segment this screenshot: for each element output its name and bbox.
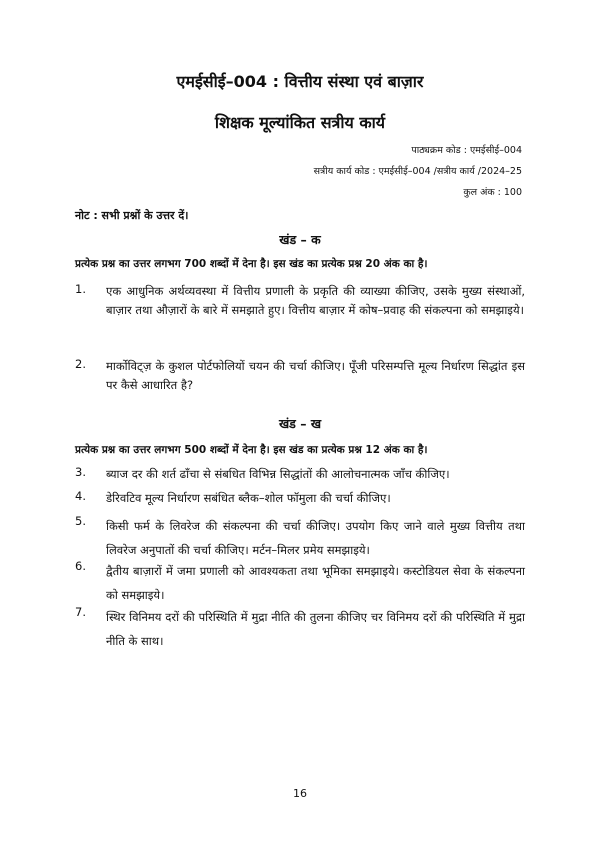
question-number: 7.	[75, 605, 86, 619]
question-1	[75, 282, 525, 320]
document-subtitle: शिक्षक मूल्यांकित सत्रीय कार्य	[214, 113, 386, 132]
total-marks: कुल अंक : 100	[463, 187, 522, 198]
question-number: 6.	[75, 559, 86, 573]
question-text: किसी फर्म के लिवरेज की संकल्पना की चर्चा कीजिए। उपयोग किए जाने वाले मुख्य वित्तीय तथा लिवरेज अनुपातों की चर्चा कीजिए। मर्टन–मिलर प्रमेय समझाइये।	[106, 519, 525, 557]
question-6	[75, 559, 525, 607]
question-number: 2.	[75, 357, 86, 371]
question-number: 4.	[75, 489, 86, 503]
question-text: एक आधुनिक अर्थव्यवस्था में वित्तीय प्रणाली के प्रकृति की व्याख्या कीजिए, उसके मुख्य संस्थाओं, बाज़ार तथा औज़ारों के बारे में समझाते हुए। वित्तीय बाज़ार में कोष–प्रवाह की संकल्पना को समझाइये।	[106, 284, 525, 317]
question-number: 5.	[75, 514, 86, 528]
question-number: 1.	[75, 282, 86, 296]
question-7	[75, 605, 525, 653]
section-b-instruction: प्रत्येक प्रश्न का उत्तर लगभग 500 शब्दों में देना है। इस खंड का प्रत्येक प्रश्न 12 अंक का है।	[75, 444, 428, 456]
assignment-code: सत्रीय कार्य कोड : एमईसीई–004 /सत्रीय कार्य /2024–25	[313, 166, 522, 177]
question-3	[75, 465, 525, 484]
question-text: मार्कोविट्ज़ के कुशल पोर्टफोलियों चयन की चर्चा कीजिए। पूँजी परिसम्पत्ति मूल्य निर्धारण सिद्धांत इस पर कैसे आधारित है?	[106, 359, 525, 392]
question-number: 3.	[75, 465, 86, 479]
question-text: स्थिर विनिमय दरों की परिस्थिति में मुद्रा नीति की तुलना कीजिए चर विनिमय दरों की परिस्थिति में मुद्रा नीति के साथ।	[106, 610, 525, 648]
note: नोट : सभी प्रश्नों के उत्तर दें।	[75, 209, 189, 222]
section-a-heading: खंड – क	[279, 232, 321, 247]
question-text: द्वैतीय बाज़ारों में जमा प्रणाली को आवश्यकता तथा भूमिका समझाइये। कस्टोडियल सेवा के संकल्पना को समझाइये।	[106, 564, 525, 602]
question-2	[75, 357, 525, 395]
question-text: डेरिवटिव मूल्य निर्धारण सबंधित ब्लैक–शोल फॉमुला की चर्चा कीजिए।	[106, 491, 391, 505]
page-number: 16	[293, 787, 307, 800]
question-text: ब्याज दर की शर्त ढाँचा से संबधित विभिन्न सिद्धांतों की आलोचनात्मक जाँच कीजिए।	[106, 467, 450, 481]
document-title: एमईसीई–004 : वित्तीय संस्था एवं बाज़ार	[176, 72, 424, 91]
course-code: पाठ्यक्रम कोड : एमईसीई–004	[411, 145, 522, 156]
section-b-heading: खंड – ख	[278, 416, 322, 431]
question-5	[75, 514, 525, 562]
question-4	[75, 489, 525, 508]
section-a-instruction: प्रत्येक प्रश्न का उत्तर लगभग 700 शब्दों में देना है। इस खंड का प्रत्येक प्रश्न 20 अंक का है।	[75, 258, 428, 270]
